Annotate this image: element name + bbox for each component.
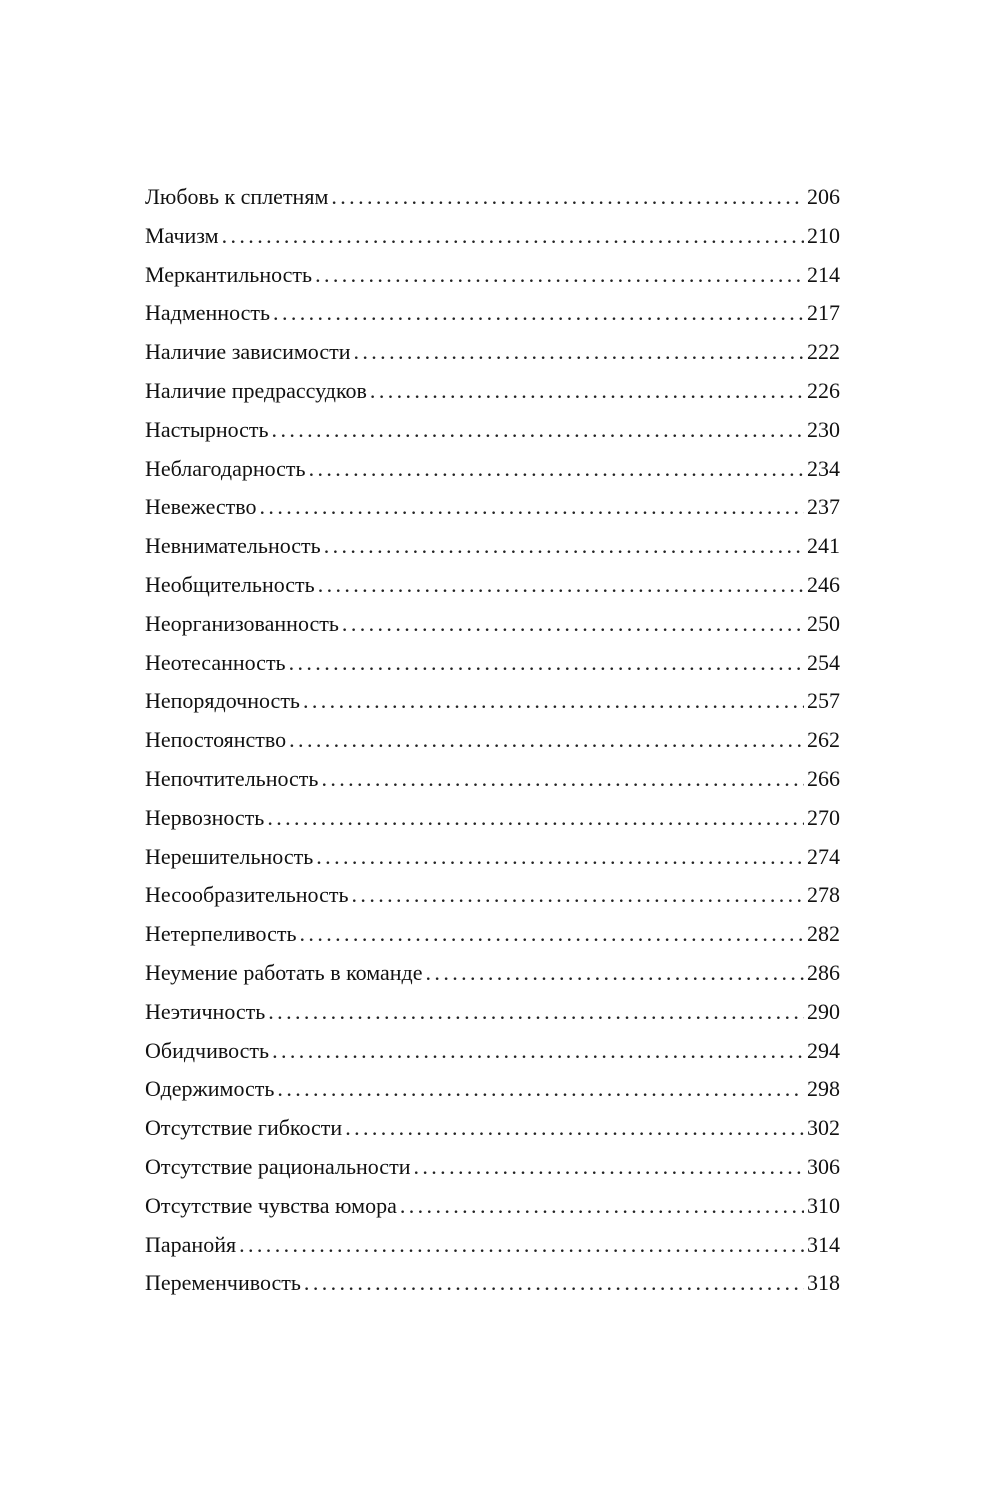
toc-dot-leader [300,915,804,954]
toc-dot-leader [315,256,804,295]
toc-entry [145,915,840,954]
toc-entry-page: 298 [807,1076,840,1102]
toc-dot-leader [426,954,804,993]
toc-entry [145,644,840,683]
toc-entry-title: Наличие предрассудков [145,377,367,403]
toc-entry-title: Несообразительность [145,882,349,908]
toc-entry-title: Непостоянство [145,727,287,753]
toc-entry-page: 222 [807,339,840,365]
toc-entry-page: 318 [807,1270,840,1296]
toc-dot-leader [289,721,804,760]
toc-entry [145,333,840,372]
toc-entry-page: 241 [807,533,840,559]
toc-entry [145,760,840,799]
toc-dot-leader [321,760,804,799]
toc-entry-title: Неблагодарность [145,455,306,481]
toc-dot-leader [272,1032,804,1071]
toc-entry-page: 234 [807,455,840,481]
toc-dot-leader [304,1264,804,1303]
toc-entry-title: Мачизм [145,222,219,248]
toc-entry [145,721,840,760]
toc-dot-leader [345,1109,804,1148]
toc-entry-page: 306 [807,1153,840,1179]
toc-entry-page: 250 [807,610,840,636]
toc-entry [145,1148,840,1187]
toc-entry-title: Любовь к сплетням [145,184,329,209]
toc-entry-page: 217 [807,300,840,326]
toc-entry-page: 314 [807,1231,840,1257]
toc-entry-title: Необщительность [145,571,315,597]
toc-dot-leader [272,411,804,450]
toc-dot-leader [268,993,804,1032]
toc-entry-page: 282 [807,921,840,947]
toc-entry [145,294,840,333]
toc-entry [145,799,840,838]
toc-entry-page: 214 [807,261,840,287]
toc-dot-leader [400,1187,804,1226]
toc-dot-leader [324,527,804,566]
toc-entry [145,1264,840,1303]
toc-dot-leader [413,1148,804,1187]
toc-dot-leader [239,1226,804,1265]
toc-entry [145,954,840,993]
toc-entry [145,605,840,644]
toc-entry-title: Одержимость [145,1076,275,1102]
toc-entry [145,838,840,877]
toc-entry-title: Переменчивость [145,1270,301,1296]
toc-entry [145,217,840,256]
toc-entry-title: Отсутствие рациональности [145,1153,411,1179]
toc-entry [145,488,840,527]
toc-entry-title: Невнимательность [145,533,321,559]
toc-entry [145,1226,840,1265]
toc-entry-title: Надменность [145,300,271,326]
toc-entry-title: Неотесанность [145,649,286,675]
toc-entry [145,450,840,489]
toc-entry-page: 290 [807,998,840,1024]
toc-entry-title: Нетерпеливость [145,921,297,947]
toc-entry [145,178,840,217]
table-of-contents [145,178,840,1303]
toc-entry [145,682,840,721]
toc-dot-leader [353,333,804,372]
toc-entry-title: Наличие зависимости [145,339,351,365]
toc-dot-leader [289,644,804,683]
toc-entry-page: 226 [807,377,840,403]
toc-entry-page: 257 [807,688,840,714]
toc-dot-leader [316,838,804,877]
toc-entry-title: Неэтичность [145,998,266,1024]
toc-entry [145,1070,840,1109]
toc-entry [145,1187,840,1226]
toc-dot-leader [277,1070,804,1109]
toc-entry-title: Неорганизованность [145,610,339,636]
toc-entry-page: 246 [807,571,840,597]
toc-entry-title: Настырность [145,416,269,442]
toc-entry-page: 302 [807,1115,840,1141]
toc-entry-page: 294 [807,1037,840,1063]
toc-entry-title: Нерешительность [145,843,314,869]
toc-entry-page: 206 [807,184,840,209]
toc-entry-title: Нервозность [145,804,265,830]
toc-entry-page: 270 [807,804,840,830]
toc-entry-title: Паранойя [145,1231,237,1257]
toc-entry [145,566,840,605]
toc-dot-leader [303,682,804,721]
toc-entry-page: 310 [807,1192,840,1218]
toc-entry-page: 274 [807,843,840,869]
toc-entry-title: Обидчивость [145,1037,270,1063]
toc-entry-page: 266 [807,765,840,791]
toc-entry-title: Отсутствие чувства юмора [145,1192,397,1218]
toc-dot-leader [331,178,804,217]
toc-entry-page: 254 [807,649,840,675]
toc-entry [145,1032,840,1071]
toc-dot-leader [267,799,804,838]
toc-entry-title: Меркантильность [145,261,313,287]
toc-dot-leader [318,566,804,605]
toc-entry [145,527,840,566]
toc-entry-page: 210 [807,222,840,248]
toc-entry [145,876,840,915]
toc-entry [145,256,840,295]
toc-dot-leader [352,876,804,915]
toc-entry [145,1109,840,1148]
toc-entry-page: 286 [807,959,840,985]
toc-dot-leader [309,450,804,489]
toc-dot-leader [222,217,804,256]
toc-entry-page: 278 [807,882,840,908]
toc-dot-leader [273,294,804,333]
toc-entry-title: Отсутствие гибкости [145,1115,343,1141]
toc-entry-title: Непочтительность [145,765,319,791]
toc-dot-leader [370,372,804,411]
toc-entry [145,372,840,411]
toc-dot-leader [260,488,804,527]
toc-entry-page: 237 [807,494,840,520]
toc-entry-page: 262 [807,727,840,753]
toc-entry-title: Непорядочность [145,688,300,714]
toc-entry [145,411,840,450]
toc-entry-page: 230 [807,416,840,442]
toc-entry [145,993,840,1032]
toc-entry-title: Невежество [145,494,257,520]
toc-dot-leader [342,605,804,644]
toc-entry-title: Неумение работать в команде [145,959,423,985]
